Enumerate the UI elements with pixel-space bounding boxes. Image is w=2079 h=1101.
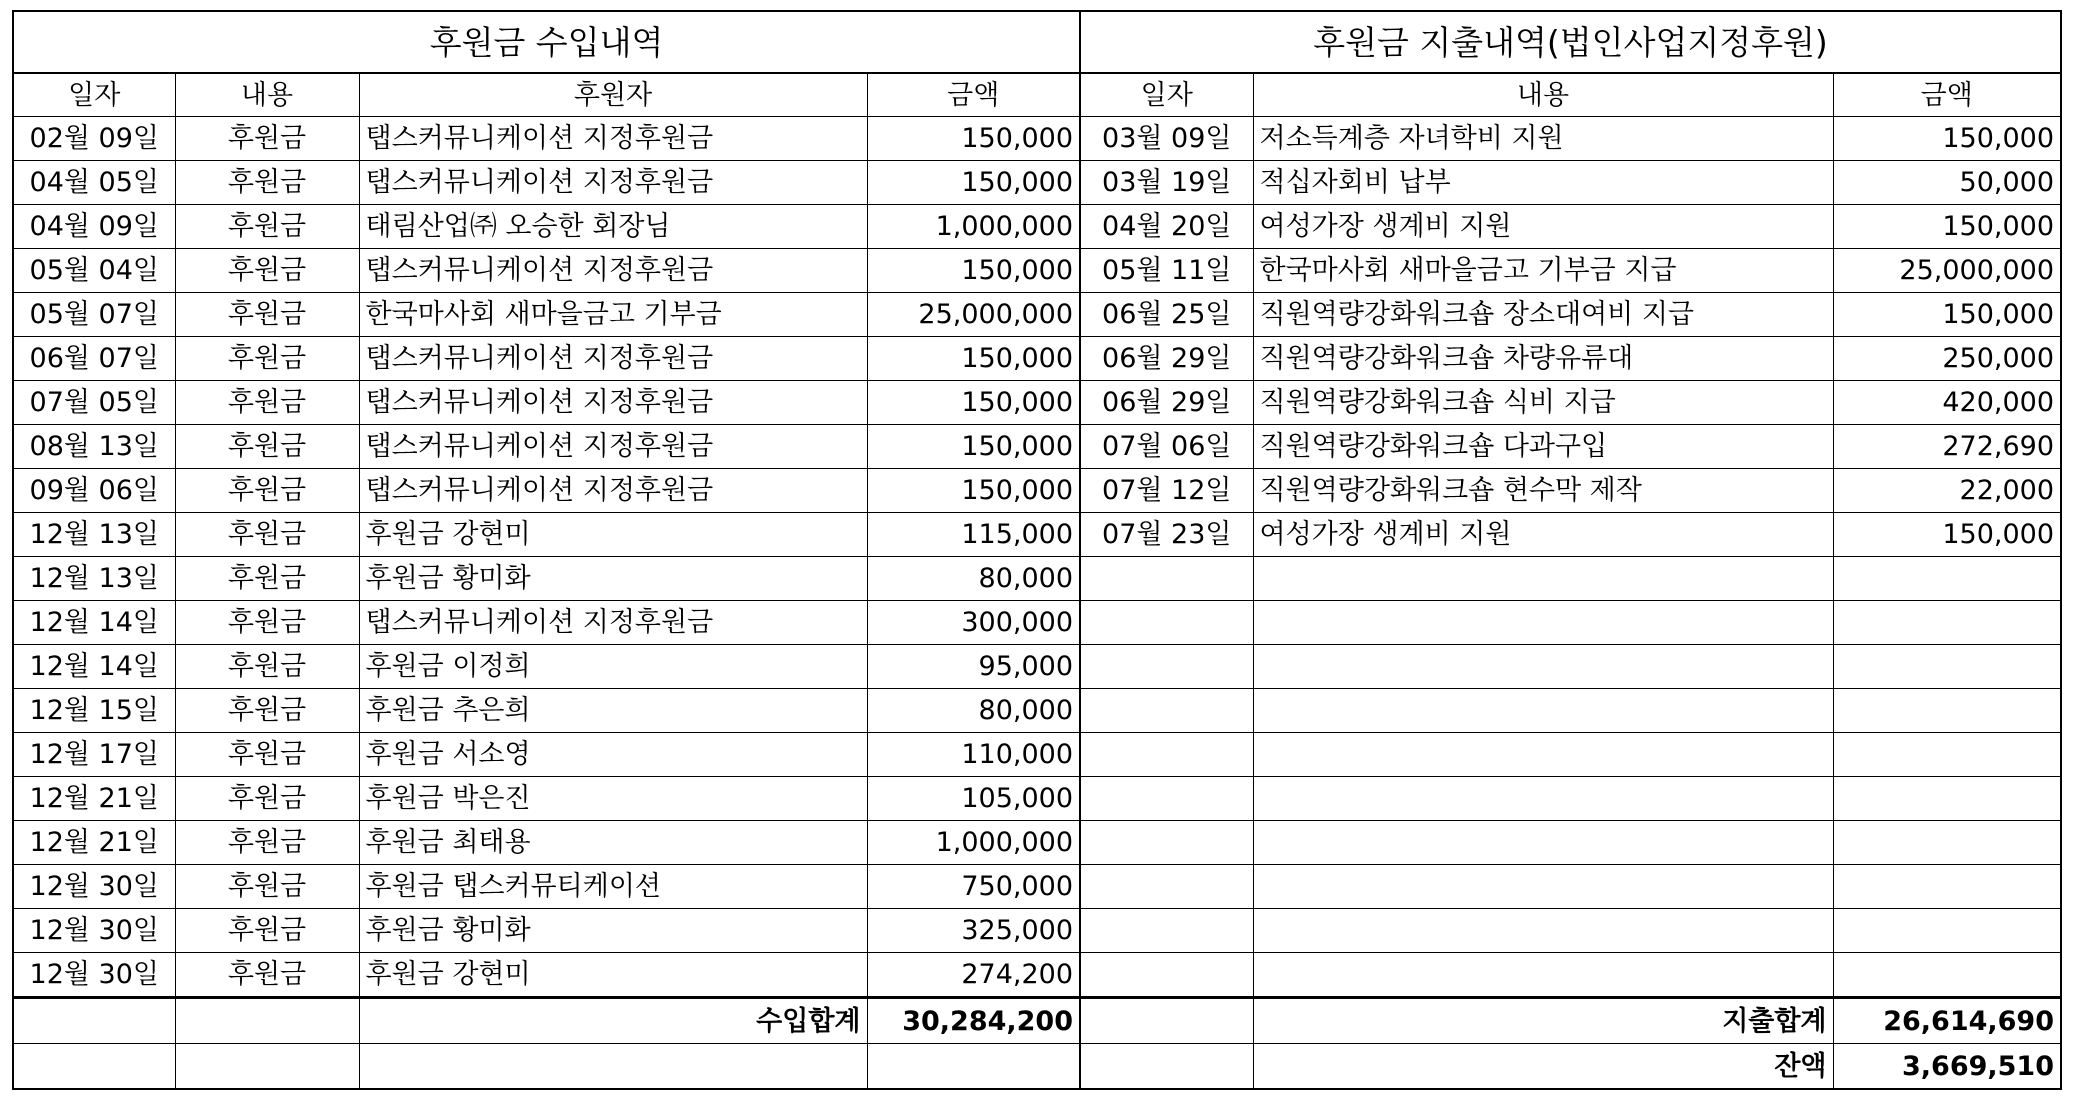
income-donor-cell: 탭스커뮤니케이션 지정후원금	[359, 249, 867, 293]
expense-header-date: 일자	[1080, 73, 1253, 117]
income-type-cell: 후원금	[175, 645, 359, 689]
expense-date-cell: 06월 29일	[1080, 337, 1253, 381]
income-donor-cell: 후원금 이정희	[359, 645, 867, 689]
income-amount-cell: 150,000	[867, 381, 1080, 425]
table-row	[13, 865, 2061, 909]
income-date-cell: 12월 30일	[13, 865, 175, 909]
expense-content-cell: 적십자회비 납부	[1253, 161, 1833, 205]
income-donor-cell: 후원금 박은진	[359, 777, 867, 821]
income-donor-cell: 후원금 강현미	[359, 953, 867, 998]
expense-amount-cell	[1833, 909, 2061, 953]
income-amount-cell: 1,000,000	[867, 205, 1080, 249]
income-amount-cell: 110,000	[867, 733, 1080, 777]
expense-amount-cell: 250,000	[1833, 337, 2061, 381]
income-type-cell: 후원금	[175, 249, 359, 293]
income-donor-cell: 후원금 강현미	[359, 513, 867, 557]
expense-amount-cell	[1833, 689, 2061, 733]
income-type-cell: 후원금	[175, 513, 359, 557]
table-row	[13, 161, 2061, 205]
income-date-cell: 05월 07일	[13, 293, 175, 337]
empty-cell	[175, 998, 359, 1044]
income-header-date: 일자	[13, 73, 175, 117]
income-date-cell: 12월 14일	[13, 645, 175, 689]
expense-amount-cell: 22,000	[1833, 469, 2061, 513]
expense-date-cell: 05월 11일	[1080, 249, 1253, 293]
expense-header-amount: 금액	[1833, 73, 2061, 117]
income-type-cell: 후원금	[175, 821, 359, 865]
table-row	[13, 205, 2061, 249]
expense-date-cell: 06월 29일	[1080, 381, 1253, 425]
income-type-cell: 후원금	[175, 425, 359, 469]
income-date-cell: 07월 05일	[13, 381, 175, 425]
income-amount-cell: 1,000,000	[867, 821, 1080, 865]
table-row	[13, 337, 2061, 381]
table-row	[13, 953, 2061, 998]
table-row	[13, 293, 2061, 337]
income-type-cell: 후원금	[175, 293, 359, 337]
empty-cell	[175, 1044, 359, 1090]
empty-cell	[13, 1044, 175, 1090]
expense-date-cell: 06월 25일	[1080, 293, 1253, 337]
income-donor-cell: 탭스커뮤니케이션 지정후원금	[359, 425, 867, 469]
income-total-label: 수입합계	[359, 998, 867, 1044]
income-type-cell: 후원금	[175, 601, 359, 645]
donation-ledger-table	[12, 10, 2062, 1090]
empty-cell	[13, 998, 175, 1044]
income-amount-cell: 115,000	[867, 513, 1080, 557]
income-amount-cell: 95,000	[867, 645, 1080, 689]
income-donor-cell: 후원금 황미화	[359, 909, 867, 953]
expense-date-cell	[1080, 601, 1253, 645]
income-amount-cell: 300,000	[867, 601, 1080, 645]
income-amount-cell: 274,200	[867, 953, 1080, 998]
empty-cell	[1080, 1044, 1253, 1090]
expense-amount-cell	[1833, 645, 2061, 689]
empty-cell	[867, 1044, 1080, 1090]
income-amount-cell: 80,000	[867, 557, 1080, 601]
expense-amount-cell: 25,000,000	[1833, 249, 2061, 293]
table-row	[13, 381, 2061, 425]
income-date-cell: 12월 13일	[13, 557, 175, 601]
expense-date-cell: 04월 20일	[1080, 205, 1253, 249]
empty-cell	[359, 1044, 867, 1090]
income-date-cell: 12월 15일	[13, 689, 175, 733]
income-type-cell: 후원금	[175, 161, 359, 205]
income-date-cell: 05월 04일	[13, 249, 175, 293]
expense-date-cell	[1080, 689, 1253, 733]
table-row	[13, 557, 2061, 601]
income-amount-cell: 325,000	[867, 909, 1080, 953]
expense-content-cell: 직원역량강화워크숍 다과구입	[1253, 425, 1833, 469]
income-title: 후원금 수입내역	[13, 11, 1080, 73]
expense-amount-cell	[1833, 865, 2061, 909]
table-row	[13, 469, 2061, 513]
expense-amount-cell: 420,000	[1833, 381, 2061, 425]
expense-content-cell: 직원역량강화워크숍 장소대여비 지급	[1253, 293, 1833, 337]
header-row	[13, 73, 2061, 117]
income-donor-cell: 후원금 황미화	[359, 557, 867, 601]
income-donor-cell: 탭스커뮤니케이션 지정후원금	[359, 161, 867, 205]
income-type-cell: 후원금	[175, 953, 359, 998]
income-header-donor: 후원자	[359, 73, 867, 117]
income-amount-cell: 150,000	[867, 117, 1080, 161]
table-row	[13, 425, 2061, 469]
expense-content-cell	[1253, 865, 1833, 909]
expense-date-cell	[1080, 865, 1253, 909]
expense-date-cell	[1080, 777, 1253, 821]
income-date-cell: 04월 05일	[13, 161, 175, 205]
income-type-cell: 후원금	[175, 557, 359, 601]
expense-content-cell	[1253, 733, 1833, 777]
total-row	[13, 998, 2061, 1044]
table-row	[13, 821, 2061, 865]
income-type-cell: 후원금	[175, 909, 359, 953]
table-row	[13, 117, 2061, 161]
income-date-cell: 12월 21일	[13, 821, 175, 865]
income-date-cell: 12월 14일	[13, 601, 175, 645]
expense-content-cell	[1253, 953, 1833, 998]
expense-content-cell: 직원역량강화워크숍 차량유류대	[1253, 337, 1833, 381]
income-date-cell: 12월 21일	[13, 777, 175, 821]
income-type-cell: 후원금	[175, 865, 359, 909]
expense-amount-cell	[1833, 953, 2061, 998]
income-donor-cell: 탭스커뮤니케이션 지정후원금	[359, 337, 867, 381]
income-amount-cell: 105,000	[867, 777, 1080, 821]
expense-content-cell	[1253, 909, 1833, 953]
expense-amount-cell	[1833, 821, 2061, 865]
income-amount-cell: 150,000	[867, 161, 1080, 205]
income-amount-cell: 150,000	[867, 425, 1080, 469]
balance-label: 잔액	[1253, 1044, 1833, 1090]
income-donor-cell: 탭스커뮤니케이션 지정후원금	[359, 469, 867, 513]
expense-date-cell: 03월 09일	[1080, 117, 1253, 161]
income-date-cell: 02월 09일	[13, 117, 175, 161]
expense-amount-cell: 272,690	[1833, 425, 2061, 469]
income-type-cell: 후원금	[175, 733, 359, 777]
income-donor-cell: 후원금 추은희	[359, 689, 867, 733]
expense-amount-cell: 150,000	[1833, 117, 2061, 161]
expense-amount-cell	[1833, 777, 2061, 821]
income-type-cell: 후원금	[175, 205, 359, 249]
expense-total-label: 지출합계	[1253, 998, 1833, 1044]
expense-amount-cell: 150,000	[1833, 205, 2061, 249]
income-amount-cell: 25,000,000	[867, 293, 1080, 337]
expense-date-cell	[1080, 733, 1253, 777]
expense-content-cell: 직원역량강화워크숍 현수막 제작	[1253, 469, 1833, 513]
income-type-cell: 후원금	[175, 337, 359, 381]
expense-date-cell: 07월 12일	[1080, 469, 1253, 513]
income-amount-cell: 150,000	[867, 469, 1080, 513]
income-amount-cell: 150,000	[867, 337, 1080, 381]
expense-date-cell: 07월 06일	[1080, 425, 1253, 469]
expense-content-cell: 여성가장 생계비 지원	[1253, 513, 1833, 557]
income-donor-cell: 후원금 최태용	[359, 821, 867, 865]
income-total-value: 30,284,200	[867, 998, 1080, 1044]
income-donor-cell: 탭스커뮤니케이션 지정후원금	[359, 601, 867, 645]
table-row	[13, 601, 2061, 645]
expense-date-cell	[1080, 953, 1253, 998]
income-date-cell: 12월 30일	[13, 909, 175, 953]
table-row	[13, 909, 2061, 953]
income-donor-cell: 후원금 탭스커뮤티케이션	[359, 865, 867, 909]
expense-amount-cell: 150,000	[1833, 293, 2061, 337]
income-donor-cell: 탭스커뮤니케이션 지정후원금	[359, 381, 867, 425]
expense-amount-cell: 150,000	[1833, 513, 2061, 557]
table-row	[13, 513, 2061, 557]
income-date-cell: 04월 09일	[13, 205, 175, 249]
balance-value: 3,669,510	[1833, 1044, 2061, 1090]
income-amount-cell: 80,000	[867, 689, 1080, 733]
empty-cell	[1080, 998, 1253, 1044]
income-donor-cell: 후원금 서소영	[359, 733, 867, 777]
expense-date-cell	[1080, 557, 1253, 601]
expense-content-cell	[1253, 601, 1833, 645]
income-date-cell: 08월 13일	[13, 425, 175, 469]
table-row	[13, 689, 2061, 733]
income-date-cell: 12월 30일	[13, 953, 175, 998]
expense-content-cell: 직원역량강화워크숍 식비 지급	[1253, 381, 1833, 425]
expense-date-cell	[1080, 909, 1253, 953]
expense-content-cell: 저소득계층 자녀학비 지원	[1253, 117, 1833, 161]
expense-amount-cell	[1833, 733, 2061, 777]
income-amount-cell: 750,000	[867, 865, 1080, 909]
expense-date-cell: 03월 19일	[1080, 161, 1253, 205]
expense-title: 후원금 지출내역(법인사업지정후원)	[1080, 11, 2061, 73]
income-type-cell: 후원금	[175, 381, 359, 425]
income-date-cell: 12월 17일	[13, 733, 175, 777]
expense-content-cell	[1253, 645, 1833, 689]
income-date-cell: 06월 07일	[13, 337, 175, 381]
expense-date-cell	[1080, 821, 1253, 865]
expense-amount-cell	[1833, 557, 2061, 601]
expense-date-cell: 07월 23일	[1080, 513, 1253, 557]
income-header-amount: 금액	[867, 73, 1080, 117]
income-donor-cell: 한국마사회 새마을금고 기부금	[359, 293, 867, 337]
table-row	[13, 733, 2061, 777]
income-type-cell: 후원금	[175, 117, 359, 161]
income-header-type: 내용	[175, 73, 359, 117]
table-row	[13, 777, 2061, 821]
expense-amount-cell: 50,000	[1833, 161, 2061, 205]
income-type-cell: 후원금	[175, 469, 359, 513]
title-row	[13, 11, 2061, 73]
income-date-cell: 09월 06일	[13, 469, 175, 513]
expense-total-value: 26,614,690	[1833, 998, 2061, 1044]
income-donor-cell: 태림산업㈜ 오승한 회장님	[359, 205, 867, 249]
expense-content-cell	[1253, 821, 1833, 865]
table-row	[13, 645, 2061, 689]
expense-content-cell	[1253, 689, 1833, 733]
expense-content-cell	[1253, 557, 1833, 601]
income-type-cell: 후원금	[175, 777, 359, 821]
income-amount-cell: 150,000	[867, 249, 1080, 293]
expense-content-cell: 여성가장 생계비 지원	[1253, 205, 1833, 249]
table-row	[13, 249, 2061, 293]
expense-header-content: 내용	[1253, 73, 1833, 117]
income-date-cell: 12월 13일	[13, 513, 175, 557]
expense-content-cell: 한국마사회 새마을금고 기부금 지급	[1253, 249, 1833, 293]
expense-content-cell	[1253, 777, 1833, 821]
balance-row	[13, 1044, 2061, 1090]
expense-amount-cell	[1833, 601, 2061, 645]
income-donor-cell: 탭스커뮤니케이션 지정후원금	[359, 117, 867, 161]
income-type-cell: 후원금	[175, 689, 359, 733]
expense-date-cell	[1080, 645, 1253, 689]
